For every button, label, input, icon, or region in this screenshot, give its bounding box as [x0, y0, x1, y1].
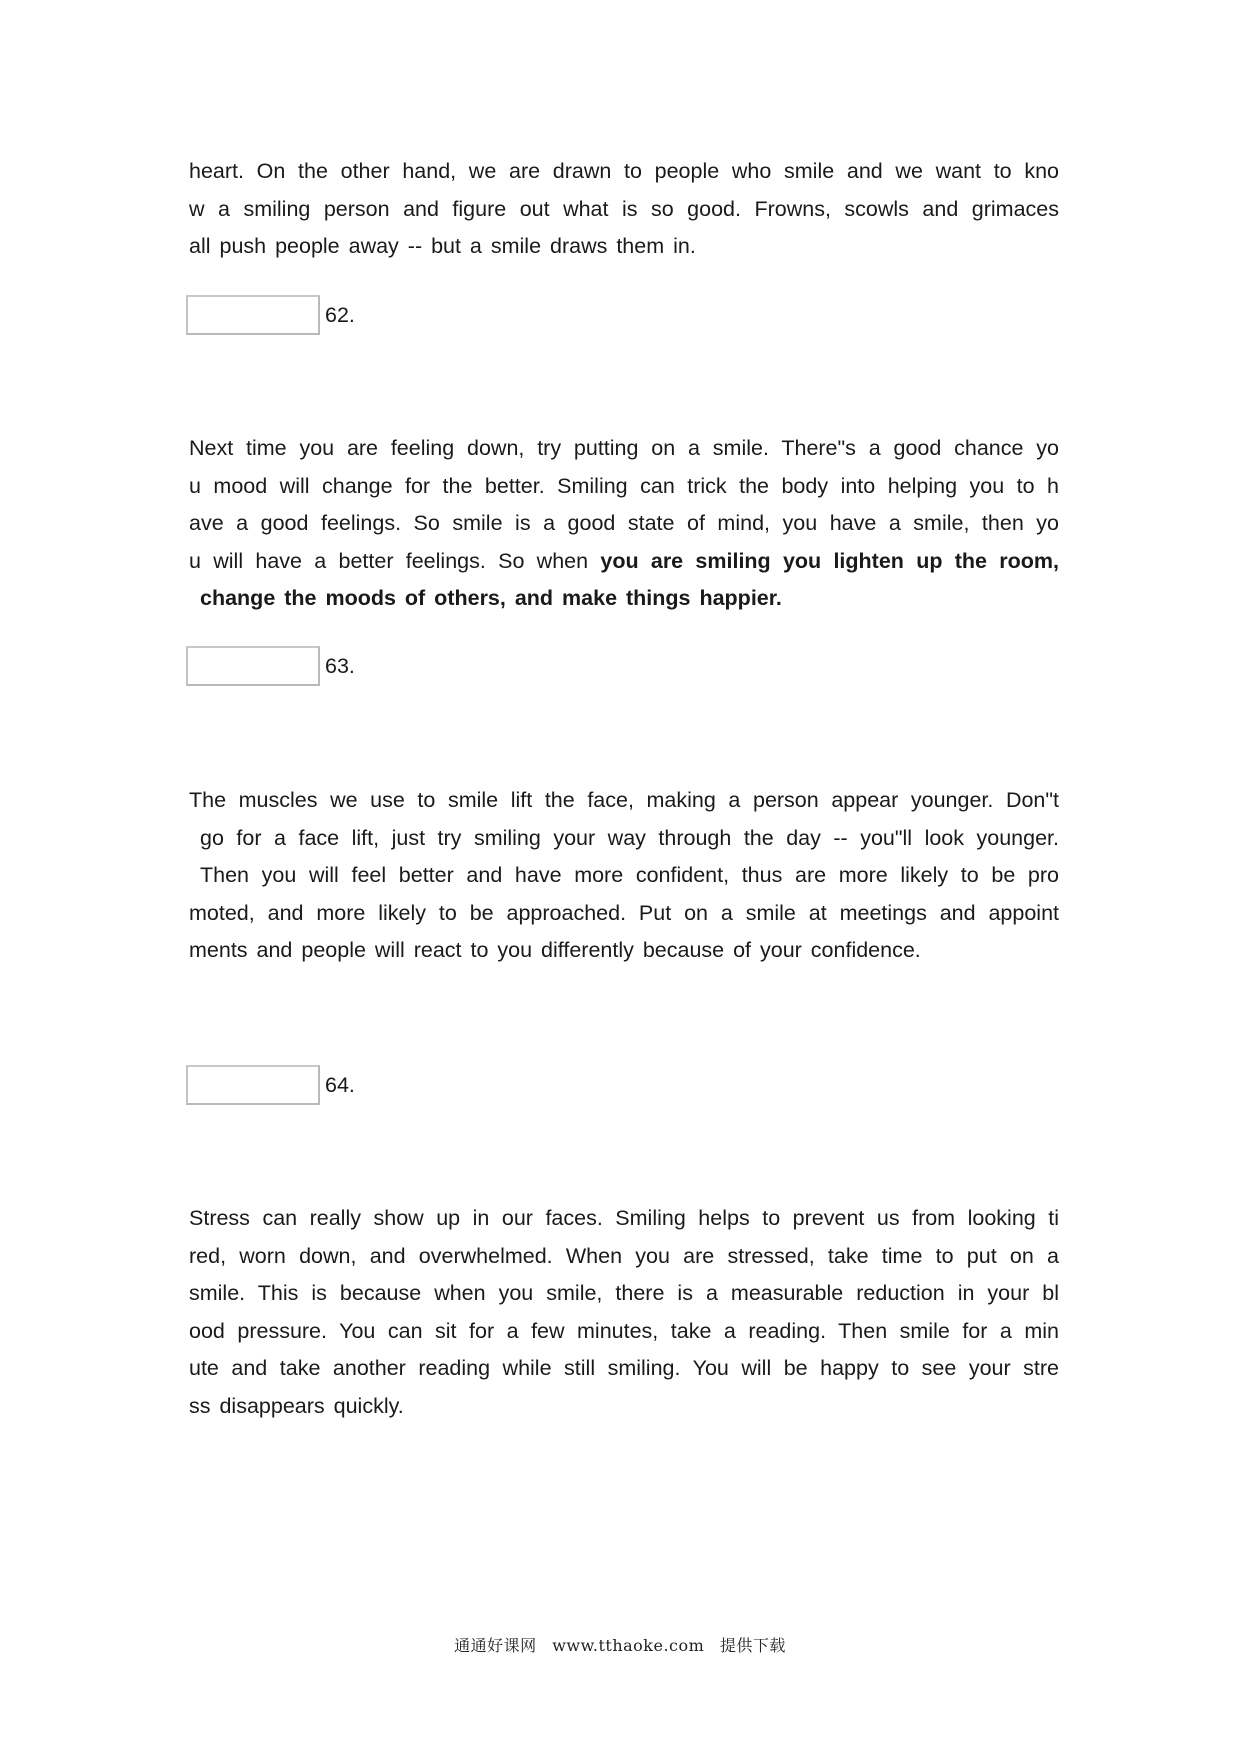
paragraph-line: w a smiling person and figure out what is so good. Frowns, scowls and grimaces	[189, 196, 1059, 221]
answer-row-62	[186, 293, 355, 337]
answer-row-63	[186, 644, 355, 688]
paragraph-4	[189, 1200, 1059, 1426]
question-number-63: 63.	[325, 653, 355, 678]
paragraph-line: heart. On the other hand, we are drawn to people who smile and we want to kno	[189, 159, 1059, 183]
paragraph-line: all push people away -- but a smile draws them in.	[189, 234, 696, 259]
paragraph-line: moted, and more likely to be approached. Put on a smile at meetings and appoint	[189, 900, 1059, 925]
bold-emphasis-line: change the moods of others, and make things happier.	[200, 586, 782, 611]
paragraph-line: Stress can really show up in our faces. Smiling helps to prevent us from looking ti	[189, 1206, 1059, 1230]
paragraph-line	[189, 543, 1059, 581]
paragraph-line: ments and people will react to you differently because of your confidence.	[189, 938, 921, 963]
paragraph-line: ave a good feelings. So smile is a good state of mind, you have a smile, then yo	[189, 511, 1059, 536]
paragraph-line: smile. This is because when you smile, there is a measurable reduction in your bl	[189, 1281, 1059, 1306]
paragraph-line: ood pressure. You can sit for a few minutes, take a reading. Then smile for a min	[189, 1318, 1059, 1343]
question-number-62: 62.	[325, 302, 355, 327]
paragraph-2	[189, 430, 1059, 618]
answer-box-63[interactable]	[186, 646, 320, 686]
paragraph-text: u will have a better feelings. So when	[189, 548, 601, 573]
page-footer	[0, 1633, 1240, 1656]
footer-site-name: 通通好课网	[454, 1636, 537, 1655]
bold-emphasis-text: you are smiling you lighten up the room,	[600, 548, 1059, 573]
paragraph-line: red, worn down, and overwhelmed. When you are stressed, take time to put on a	[189, 1243, 1059, 1268]
paragraph-line: The muscles we use to smile lift the face, making a person appear younger. Don"t	[189, 788, 1059, 812]
footer-url[interactable]: www.tthaoke.com	[552, 1636, 705, 1655]
paragraph-line: ute and take another reading while still smiling. You will be happy to see your stre	[189, 1356, 1059, 1381]
paragraph-line: ss disappears quickly.	[189, 1393, 404, 1418]
paragraph-3	[189, 782, 1059, 970]
paragraph-line: u mood will change for the better. Smiling can trick the body into helping you to h	[189, 473, 1059, 498]
paragraph-line: go for a face lift, just try smiling your way through the day -- you"ll look younger.	[200, 825, 1059, 850]
answer-box-62[interactable]	[186, 295, 320, 335]
paragraph-line: Then you will feel better and have more confident, thus are more likely to be pro	[200, 863, 1059, 888]
paragraph-line: Next time you are feeling down, try putting on a smile. There"s a good chance yo	[189, 436, 1059, 460]
answer-row-64	[186, 1063, 355, 1107]
footer-suffix: 提供下载	[719, 1636, 786, 1655]
paragraph-1	[189, 153, 1059, 266]
question-number-64: 64.	[325, 1072, 355, 1097]
answer-box-64[interactable]	[186, 1065, 320, 1105]
